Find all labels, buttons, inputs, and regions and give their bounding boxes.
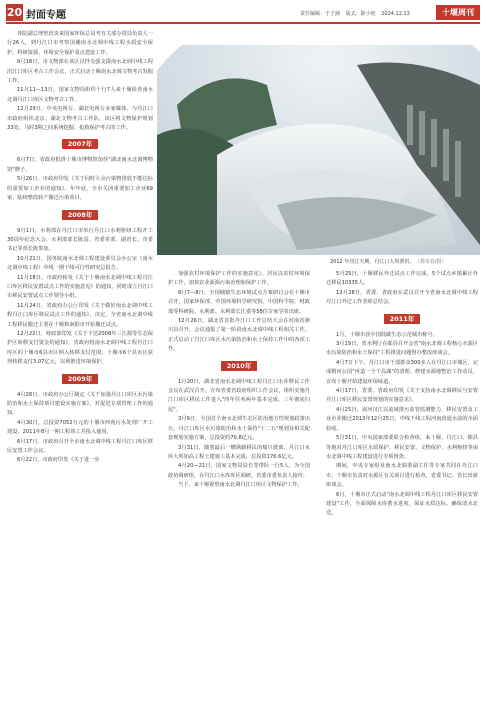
- paragraph: 6月，十堰市正式启动"南水北调中线工程丹江口库区移民安置建设"工作，全面保障水库蓄水进度，保证水质达标，确保清水北送。: [326, 491, 478, 517]
- paragraph: 各院副总理曾培炎来国家环保总局考有关部办资局负责人一行26人，到丹江口市考察国潮南水北调中线工程水质安全保护、科研资源、环境安全保护重点建设工作。: [7, 31, 153, 56]
- issue-date: 2024.12.13: [381, 11, 410, 17]
- year-heading: 2008年: [62, 210, 98, 220]
- publication-brand: 十堰周刊: [436, 5, 480, 20]
- year-heading: 2007年: [62, 139, 98, 149]
- paragraph: 3月9日，全国首个南水北调生态区防治地方性规划政策出台，丹江口库区水污染防治和水土保持"十二五"规划及相关配套规划实施方案，总投资约70.8亿元。: [168, 416, 310, 442]
- paragraph: 8月7—8日，全国城镇生态环境试点方案研讨会在十堰市召开，国家环保部、中国环境科学研究院、中国科学院、财政部等科研院、水利部、水利部长江委等58位专家学者出席。: [168, 289, 310, 315]
- paragraph: 12月29日，中央电视台、湖北电视台多家媒体，与丹江口市政府组织北京、湖北文物考古工作队，该区将文物保护规划33处，马时3期之间系统挖掘、抢救保护考古的工作。: [7, 106, 153, 132]
- paragraph: 10月21日，国务院南水北调工程建设委员会办公室（南水北调中线工程）中线一期干线可行性研究总报告。: [7, 255, 153, 272]
- photo-credit: （彝泉春/摄）: [417, 259, 447, 265]
- paragraph: 6月22日，市政府印发《关于进一步: [17, 457, 100, 464]
- layout-credit: 版式：陈小艳: [345, 11, 376, 17]
- page-number: 20: [6, 6, 23, 19]
- page-header: [0, 0, 486, 26]
- editor-credit: 责任编辑：于子涵: [300, 11, 341, 17]
- caption-text: 2012 年汛江天期，丹江口大坝泄洪。: [330, 259, 415, 265]
- year-heading: 2011年: [384, 314, 420, 324]
- paragraph: 12月22日，财政部印发《关于下达2008年三江源等生态保护区转移支付资金的通知》，省政府将南水北调中线工程丹江口库区的十堰市6县市区纳入转移支付范围，十堰市6个县市区获得转移支付3.07亿元，以利推进环境保护。: [7, 330, 153, 366]
- paragraph: 4月25日，嵩河汉江以流域排污监管监测能力，移民安置及工业企业搬迁2013年12月25日，中线干线工程河南段通水前的全面验收。: [326, 406, 478, 432]
- paragraph: 9月18日，市文物部在该区汉拌交强支援南水北调中线工程汛江口库区考古工作会议，正式启动十堰南水北调文物考古发掘工作。: [7, 59, 153, 85]
- paragraph: 11月18日，市政府转发《关于十堰南水北调中线工程丹江口库区移民安置试点工作的实施意见》的通知，同时成立丹江口市移民安置试点工作领导小组。: [7, 274, 153, 300]
- paragraph: 4月17日，省委、省政府印发《关于支持南水北调移民与安置丹江口库区移民安置规划的实施意见》。: [326, 388, 478, 404]
- text-column-2: [168, 270, 310, 700]
- paragraph: 4月30日，总投资7052万元的十堰市西苑污水处理厂开工建设，2011年8月一期工程竣工并投入使用。: [7, 419, 153, 436]
- paragraph: 3月31日，随着最后一艘满载移民的船只驶离，丹江口水库大坝加高工程土建施工基本完成，总投资176.6亿元。: [168, 444, 310, 460]
- dam-spillway-photo: [157, 45, 480, 255]
- paragraph: 6月17日，市政府召开全市南水北调中线工程丹江口库区移民安置工作会议。: [7, 438, 153, 455]
- photo-caption: [330, 258, 447, 265]
- paragraph: 加强农村环境保护工作的实施意见》。居民以农村环境保护工作，加快农业面源污染治理和保护工作。: [168, 271, 310, 287]
- paragraph: 11月11—13日，国家文物局组织十行7人来十堰检查南水北调丹江口库区文物考古工作。: [7, 87, 153, 103]
- header-rule: [6, 22, 480, 24]
- year-heading: 2010年: [221, 361, 257, 371]
- text-column-1: [7, 30, 153, 700]
- paragraph: 5月31日，中央国家部委联合检查组，来十堰、丹江口、郧县等地对丹江口库区水质保护、移民安置、文物保护、水利枢纽等南水北调中线工程建设进行专项督查。: [326, 435, 478, 460]
- paragraph: 12月28日，省委、省政府在武汉召开全省南水北调中线工程丹江口外迁工作表彰总结会。: [326, 289, 478, 306]
- section-title: 封面专题: [26, 10, 66, 21]
- paragraph: 11月24日，省政府办公厅印发《关于做好南水北调中线工程丹江口库区移民试点工作的通知》。决定，全省南水北调中线工程移民搬迁主要在十堰和南阳市开始搬迁试点。: [7, 302, 153, 328]
- paragraph: 3月19日，省水利厅在郧县召开会省"南水北调工程核心水源区水污染防治和水土保持"工程推进问题督办整改座谈会。: [326, 341, 478, 357]
- paragraph: 6月7日，省政府批准十堰市博物馆加挂"湖北南水北调博物馆"牌子。: [7, 157, 153, 173]
- text-column-3: [326, 270, 478, 700]
- paragraph: 1月20日，湖北省南水北调中线工程丹江口水库移民工作会议在武汉召开，宣布省委省政府组织工作会议，组织实施丹江口库区移民工作进入"四年任务两年基本完成、三年彻底扫尾"。: [168, 378, 310, 413]
- paragraph: 当下，来十堰视察南水北调丹江口库区文物保护工作。: [178, 482, 303, 489]
- paragraph: 1月，十堰市获中国低碳生态示范城市称号。: [336, 331, 438, 338]
- paragraph: 5月25日，十堰移民外迁试点工作完成，5个试点乡镇累计外迁移民10335人。: [326, 271, 478, 287]
- year-heading: 2009年: [62, 374, 98, 384]
- paragraph: 期间，中央专家组及南水北调委副主任等专家共同在丹江口市、十堰市负责对水源区有关项目进行检查，省委书记、省长出席座谈会。: [326, 463, 478, 489]
- paragraph: 9月1日，水利部在丹江口市举行丹江口水利枢纽工程开工30周年纪念大会，水利部部长陈雷、省委常委、副省长、市委书记等部长陈参加。: [7, 227, 153, 253]
- editor-credits: [300, 10, 414, 17]
- paragraph: 4月7日下午，丹江口市千部群众300多人在丹江口市城区，完成精河公园"再造一个千岛湖"的清理、修建水源地整治工作动员，宣布十堰开始建设环保绿道。: [326, 359, 478, 385]
- paragraph: 5月26日，市政府印发《关于同时大余污染物排放不能达标的重要加工企业的通知》。年年底，全市关闭重要加工企业69家，陆续整改转产搬迁污染项目。: [7, 176, 153, 202]
- paragraph: 4月20—21日，国家文物局局长等带队一行5人，为全国政协调研组，在丹江口水库库区调研，省委市委负责人接待。: [168, 463, 310, 479]
- paragraph: 4月28日，市政府办公厅制定《关于加强丹江口库区水污染防治和水土保持项目建设实施方案》，对促进专项管理工作的通知。: [7, 391, 153, 417]
- paragraph: 12月26日，湖北省首批丹江口工作总结大会在河南省淅川县召开，会议通报了第一阶段南水北调中线工程相关工作，正式启动了丹江口库区水污染防治和水土保持工作中的各项工作。: [168, 318, 310, 353]
